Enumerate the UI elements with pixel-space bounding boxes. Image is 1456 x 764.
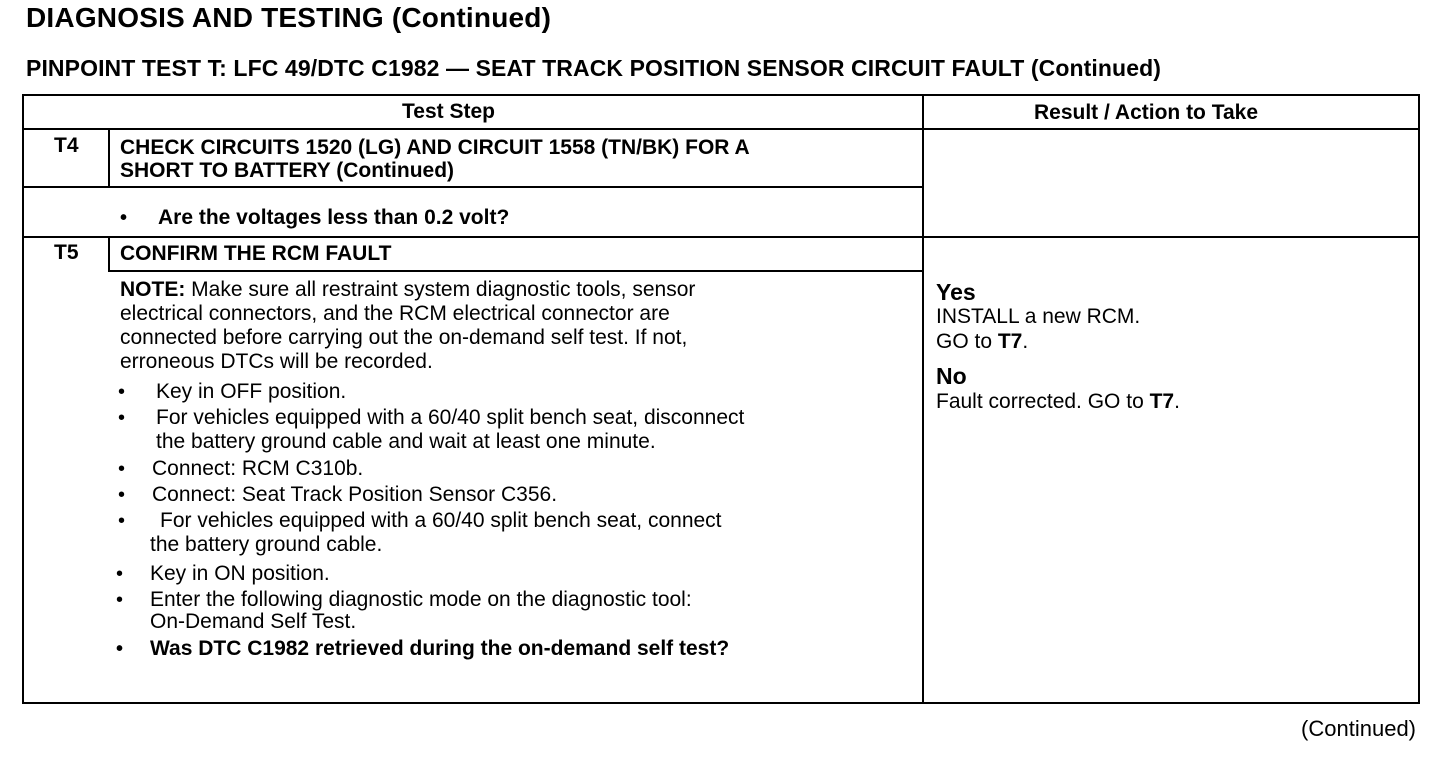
t5-heading: CONFIRM THE RCM FAULT (120, 242, 392, 265)
bullet-icon: • (118, 510, 126, 532)
page-title: DIAGNOSIS AND TESTING (Continued) (26, 2, 552, 33)
step-key-off: Key in OFF position. (156, 380, 347, 403)
t5-heading-rule (108, 270, 922, 272)
note-line3: connected before carrying out the on-demand self test. If not, (120, 326, 688, 349)
yes-goto-prefix: GO to (936, 330, 998, 353)
yes-goto-suffix: . (1022, 330, 1029, 353)
t4-end-rule (24, 236, 1418, 238)
t4-heading-line1: CHECK CIRCUITS 1520 (LG) AND CIRCUIT 1558 (TN/BK) FOR A (120, 136, 750, 159)
bullet-icon: • (116, 589, 124, 611)
t4-heading-rule (24, 186, 922, 188)
yes-label: Yes (936, 279, 976, 305)
t5-step-id: T5 (54, 241, 79, 264)
bullet-icon: • (120, 207, 128, 229)
test-step-header: Test Step (402, 100, 495, 123)
step-diagnostic-mode-cont: On-Demand Self Test. (150, 610, 357, 633)
note-line1: Make sure all restraint system diagnostic tools, sensor (185, 278, 696, 301)
note-line2: electrical connectors, and the RCM electrical connector are (120, 302, 670, 325)
step-connect-battery-cont: the battery ground cable. (150, 533, 383, 556)
yes-goto (936, 330, 1028, 354)
no-goto-suffix: . (1174, 390, 1180, 413)
no-action-prefix: Fault corrected. GO to (936, 390, 1150, 413)
no-goto-step: T7 (1149, 390, 1175, 413)
bullet-icon: • (118, 407, 126, 429)
continued-footer: (Continued) (1301, 716, 1416, 741)
yes-action: INSTALL a new RCM. (936, 305, 1141, 328)
t5-note (120, 278, 695, 302)
step-diagnostic-mode: Enter the following diagnostic mode on the diagnostic tool: (150, 588, 692, 611)
step-key-on: Key in ON position. (150, 562, 330, 585)
t5-question: Was DTC C1982 retrieved during the on-demand self test? (150, 637, 730, 660)
t4-id-divider (108, 130, 110, 188)
bullet-icon: • (118, 484, 126, 506)
bullet-icon: • (116, 563, 124, 585)
step-disconnect-battery-cont: the battery ground cable and wait at least one minute. (156, 430, 656, 453)
step-disconnect-battery: For vehicles equipped with a 60/40 split bench seat, disconnect (156, 406, 745, 429)
yes-goto-step: T7 (997, 330, 1023, 353)
step-connect-battery: For vehicles equipped with a 60/40 split bench seat, connect (160, 509, 722, 532)
step-connect-rcm: Connect: RCM C310b. (152, 457, 364, 480)
header-rule (24, 128, 1418, 130)
no-label: No (936, 363, 967, 389)
bullet-icon: • (116, 638, 124, 660)
t4-heading-line2: SHORT TO BATTERY (Continued) (120, 159, 455, 182)
t5-id-divider (108, 236, 110, 272)
note-label: NOTE: (120, 278, 186, 301)
no-action (936, 390, 1180, 414)
column-divider (922, 96, 924, 702)
bullet-icon: • (118, 381, 126, 403)
bullet-icon: • (118, 458, 126, 480)
pinpoint-test-subtitle: PINPOINT TEST T: LFC 49/DTC C1982 — SEAT TRACK POSITION SENSOR CIRCUIT FAULT (Continued) (26, 55, 1161, 81)
note-line4: erroneous DTCs will be recorded. (120, 350, 433, 373)
t4-step-id: T4 (54, 134, 79, 157)
t4-question: Are the voltages less than 0.2 volt? (158, 206, 510, 229)
step-connect-sensor: Connect: Seat Track Position Sensor C356. (152, 483, 558, 506)
result-header: Result / Action to Take (1034, 101, 1259, 124)
test-table (22, 94, 1420, 704)
